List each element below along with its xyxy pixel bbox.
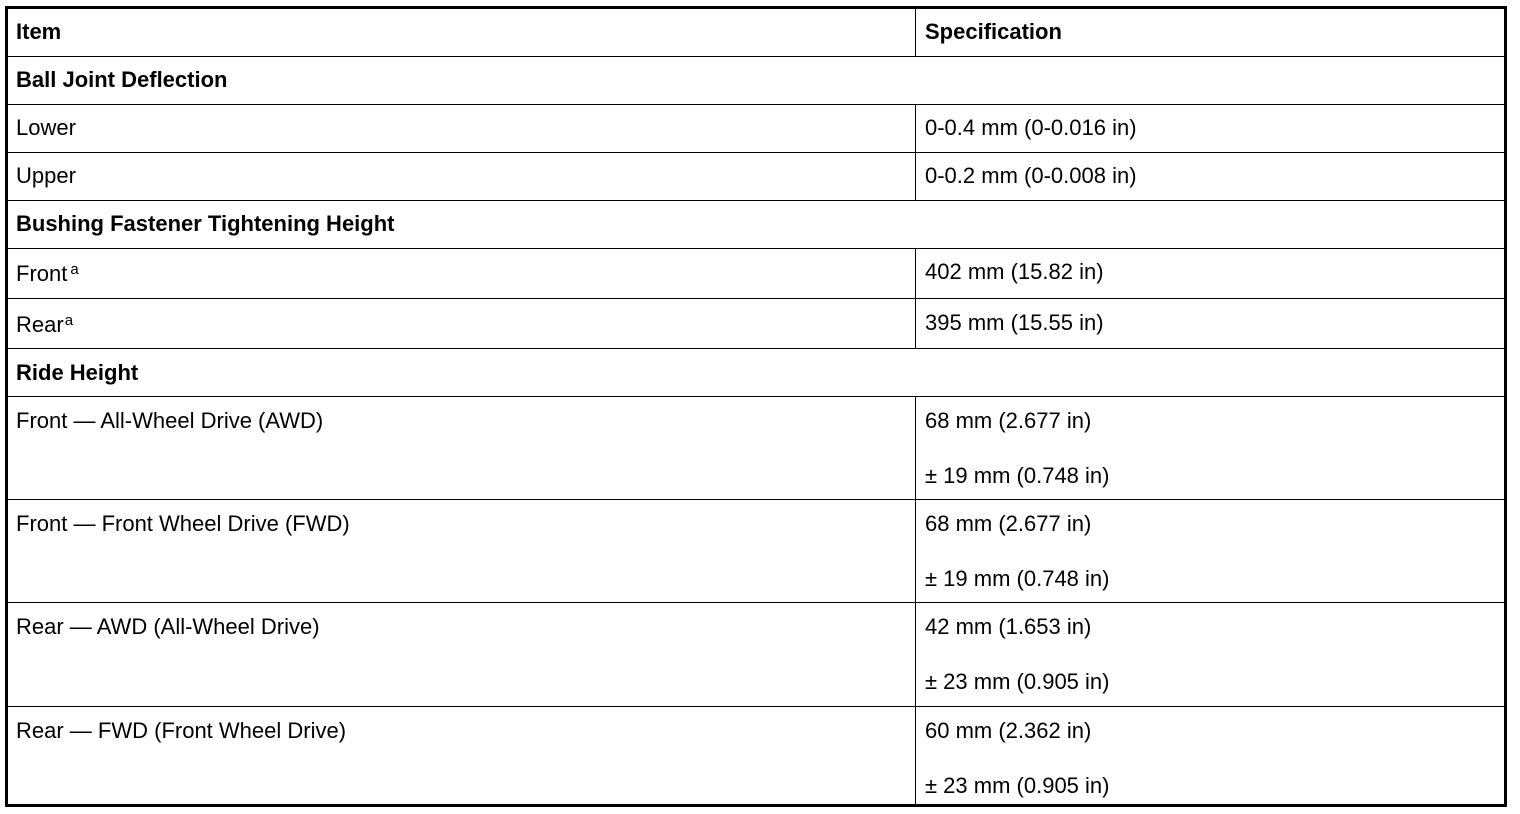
table-row [8,153,1504,201]
spec-tolerance: ± 23 mm (0.905 in) [925,773,1110,798]
spec-value: 395 mm (15.55 in) [925,310,1104,335]
table-row [8,397,1504,500]
spec-value: 42 mm (1.653 in) [925,614,1092,639]
item-label: Rear [16,312,64,337]
spec-value: 68 mm (2.677 in) [925,511,1092,536]
spec-value: 60 mm (2.362 in) [925,718,1092,743]
item-label: Lower [16,115,76,140]
table-row [8,603,1504,707]
footnote-marker: a [70,261,79,278]
spec-value: 0-0.2 mm (0-0.008 in) [925,163,1137,188]
footnote-marker: a [64,312,74,329]
specification-table [5,6,1507,807]
section-row [8,57,1504,105]
header-spec-label: Specification [925,19,1062,44]
item-label: Front — All-Wheel Drive (AWD) [16,408,324,433]
table-row [8,707,1504,804]
section-row [8,201,1504,249]
spec-tolerance: ± 23 mm (0.905 in) [925,669,1110,694]
item-label: Front — Front Wheel Drive (FWD) [16,511,350,536]
spec-value: 402 mm (15.82 in) [925,259,1104,284]
table-row [8,249,1504,299]
section-title: Bushing Fastener Tightening Height [16,211,395,236]
header-item-cell [8,9,916,56]
item-label-wrap [16,312,73,338]
header-spec-cell [916,9,1504,56]
table-header-row [8,9,1504,57]
table-row [8,299,1504,349]
item-label: Rear — FWD (Front Wheel Drive) [16,718,347,743]
spec-tolerance: ± 19 mm (0.748 in) [925,566,1110,591]
item-label: Front [16,261,68,286]
header-item-label: Item [16,19,62,44]
section-title: Ball Joint Deflection [16,67,228,92]
section-title: Ride Height [16,360,139,385]
item-label: Upper [16,163,76,188]
spec-tolerance: ± 19 mm (0.748 in) [925,463,1110,488]
spec-value: 68 mm (2.677 in) [925,408,1092,433]
item-label: Rear — AWD (All-Wheel Drive) [16,614,320,639]
spec-value: 0-0.4 mm (0-0.016 in) [925,115,1137,140]
section-row [8,349,1504,397]
table-row [8,105,1504,153]
item-label-wrap [16,261,79,287]
table-row [8,500,1504,603]
